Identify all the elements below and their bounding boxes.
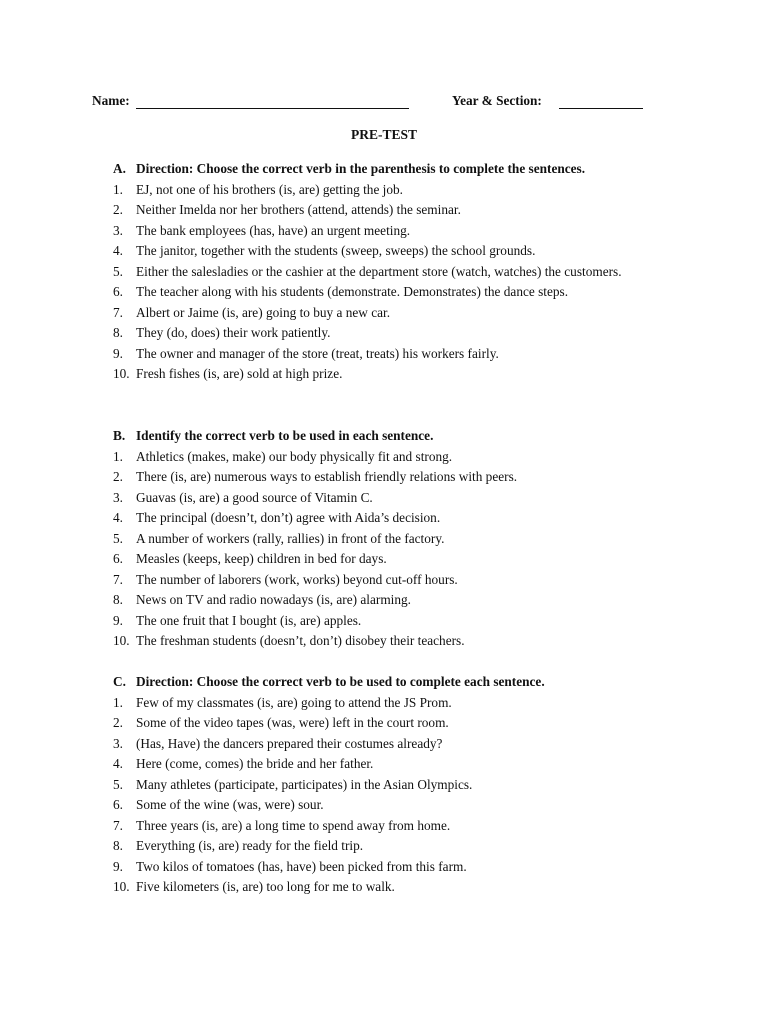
section-b	[113, 426, 673, 652]
question-number: 5.	[113, 530, 123, 546]
question-number: 4.	[113, 510, 123, 525]
section-direction: Identify the correct verb to be used in each sentence.	[136, 428, 434, 443]
year-section-label: Year & Section:	[452, 93, 542, 108]
question-item	[113, 734, 673, 755]
section-direction: Direction: Choose the correct verb in the parenthesis to complete the sentences.	[136, 161, 586, 176]
question-text: EJ, not one of his brothers (is, are) getting the job.	[136, 181, 403, 197]
question-item	[113, 713, 673, 734]
question-text: There (is, are) numerous ways to establish friendly relations with peers.	[136, 469, 518, 484]
question-item	[113, 200, 673, 221]
question-text: Measles (keeps, keep) children in bed for days.	[136, 551, 387, 566]
question-item	[113, 303, 673, 324]
question-number: 7.	[113, 817, 123, 833]
question-text: The owner and manager of the store (treat, treats) his workers fairly.	[136, 345, 499, 361]
name-blank-line	[136, 108, 409, 109]
question-number: 9.	[113, 612, 123, 628]
question-text: Guavas (is, are) a good source of Vitamin C.	[136, 489, 373, 505]
question-text: The freshman students (doesn’t, don’t) disobey their teachers.	[136, 633, 465, 648]
question-item	[113, 467, 673, 488]
question-text: Few of my classmates (is, are) going to attend the JS Prom.	[136, 694, 452, 710]
question-number: 10.	[113, 633, 130, 648]
question-item	[113, 344, 673, 365]
question-number: 10.	[113, 879, 130, 894]
question-text: Two kilos of tomatoes (has, have) been picked from this farm.	[136, 858, 467, 874]
question-text: Some of the video tapes (was, were) left in the court room.	[136, 715, 449, 730]
question-text: (Has, Have) the dancers prepared their costumes already?	[136, 735, 443, 751]
question-number: 1.	[113, 181, 123, 197]
question-item	[113, 488, 673, 509]
question-item	[113, 508, 673, 529]
question-item	[113, 775, 673, 796]
question-text: They (do, does) their work patiently.	[136, 325, 331, 340]
section-letter: C.	[113, 674, 126, 689]
question-item	[113, 631, 673, 652]
question-item	[113, 221, 673, 242]
question-number: 3.	[113, 222, 123, 238]
question-number: 7.	[113, 304, 123, 320]
question-number: 1.	[113, 694, 123, 710]
question-text: Everything (is, are) ready for the field trip.	[136, 838, 364, 853]
question-item	[113, 549, 673, 570]
question-number: 9.	[113, 345, 123, 361]
question-number: 6.	[113, 797, 123, 812]
question-item	[113, 323, 673, 344]
question-text: A number of workers (rally, rallies) in front of the factory.	[136, 530, 445, 546]
question-number: 6.	[113, 284, 123, 299]
question-number: 5.	[113, 776, 123, 792]
question-text: The one fruit that I bought (is, are) apples.	[136, 612, 362, 628]
question-item	[113, 570, 673, 591]
question-number: 3.	[113, 735, 123, 751]
question-number: 2.	[113, 469, 123, 484]
section-heading	[113, 672, 673, 693]
question-text: The janitor, together with the students (sweep, sweeps) the school grounds.	[136, 243, 536, 258]
question-item	[113, 693, 673, 714]
question-number: 6.	[113, 551, 123, 566]
question-number: 8.	[113, 838, 123, 853]
question-item	[113, 529, 673, 550]
question-text: Some of the wine (was, were) sour.	[136, 797, 324, 812]
question-text: Neither Imelda nor her brothers (attend, attends) the seminar.	[136, 202, 461, 217]
question-text: The bank employees (has, have) an urgent meeting.	[136, 222, 411, 238]
page-title: PRE-TEST	[350, 127, 418, 142]
question-list	[113, 180, 673, 385]
question-number: 2.	[113, 202, 123, 217]
student-info-row	[0, 93, 768, 113]
question-item	[113, 262, 673, 283]
name-label: Name:	[92, 93, 130, 108]
question-item	[113, 180, 673, 201]
question-item	[113, 836, 673, 857]
question-text: Albert or Jaime (is, are) going to buy a new car.	[136, 304, 391, 320]
question-item	[113, 447, 673, 468]
section-heading	[113, 426, 673, 447]
question-number: 10.	[113, 366, 130, 381]
question-list	[113, 447, 673, 652]
question-item	[113, 816, 673, 837]
question-number: 9.	[113, 858, 123, 874]
question-item	[113, 590, 673, 611]
question-item	[113, 857, 673, 878]
question-text: The number of laborers (work, works) beyond cut-off hours.	[136, 571, 458, 587]
question-text: News on TV and radio nowadays (is, are) alarming.	[136, 592, 411, 607]
question-list	[113, 693, 673, 898]
question-item	[113, 364, 673, 385]
question-text: The teacher along with his students (demonstrate. Demonstrates) the dance steps.	[136, 284, 569, 299]
question-number: 8.	[113, 592, 123, 607]
question-item	[113, 282, 673, 303]
question-number: 1.	[113, 448, 123, 464]
question-number: 4.	[113, 756, 123, 771]
question-item	[113, 877, 673, 898]
question-number: 8.	[113, 325, 123, 340]
question-number: 4.	[113, 243, 123, 258]
section-c	[113, 672, 673, 898]
question-text: Five kilometers (is, are) too long for me to walk.	[136, 879, 395, 894]
question-text: Here (come, comes) the bride and her father.	[136, 756, 374, 771]
question-text: Athletics (makes, make) our body physically fit and strong.	[136, 448, 453, 464]
section-a	[113, 159, 673, 385]
question-text: The principal (doesn’t, don’t) agree with Aida’s decision.	[136, 510, 441, 525]
question-number: 7.	[113, 571, 123, 587]
question-text: Either the salesladies or the cashier at the department store (watch, watches) the customers.	[136, 263, 622, 279]
year-section-blank-line	[559, 108, 643, 109]
question-text: Fresh fishes (is, are) sold at high prize.	[136, 366, 343, 381]
section-direction: Direction: Choose the correct verb to be used to complete each sentence.	[136, 674, 545, 689]
question-number: 5.	[113, 263, 123, 279]
question-number: 2.	[113, 715, 123, 730]
question-item	[113, 795, 673, 816]
question-item	[113, 754, 673, 775]
section-letter: A.	[113, 161, 126, 176]
question-text: Three years (is, are) a long time to spend away from home.	[136, 817, 451, 833]
section-heading	[113, 159, 673, 180]
section-letter: B.	[113, 428, 126, 443]
question-text: Many athletes (participate, participates) in the Asian Olympics.	[136, 776, 473, 792]
question-item	[113, 611, 673, 632]
question-number: 3.	[113, 489, 123, 505]
question-item	[113, 241, 673, 262]
